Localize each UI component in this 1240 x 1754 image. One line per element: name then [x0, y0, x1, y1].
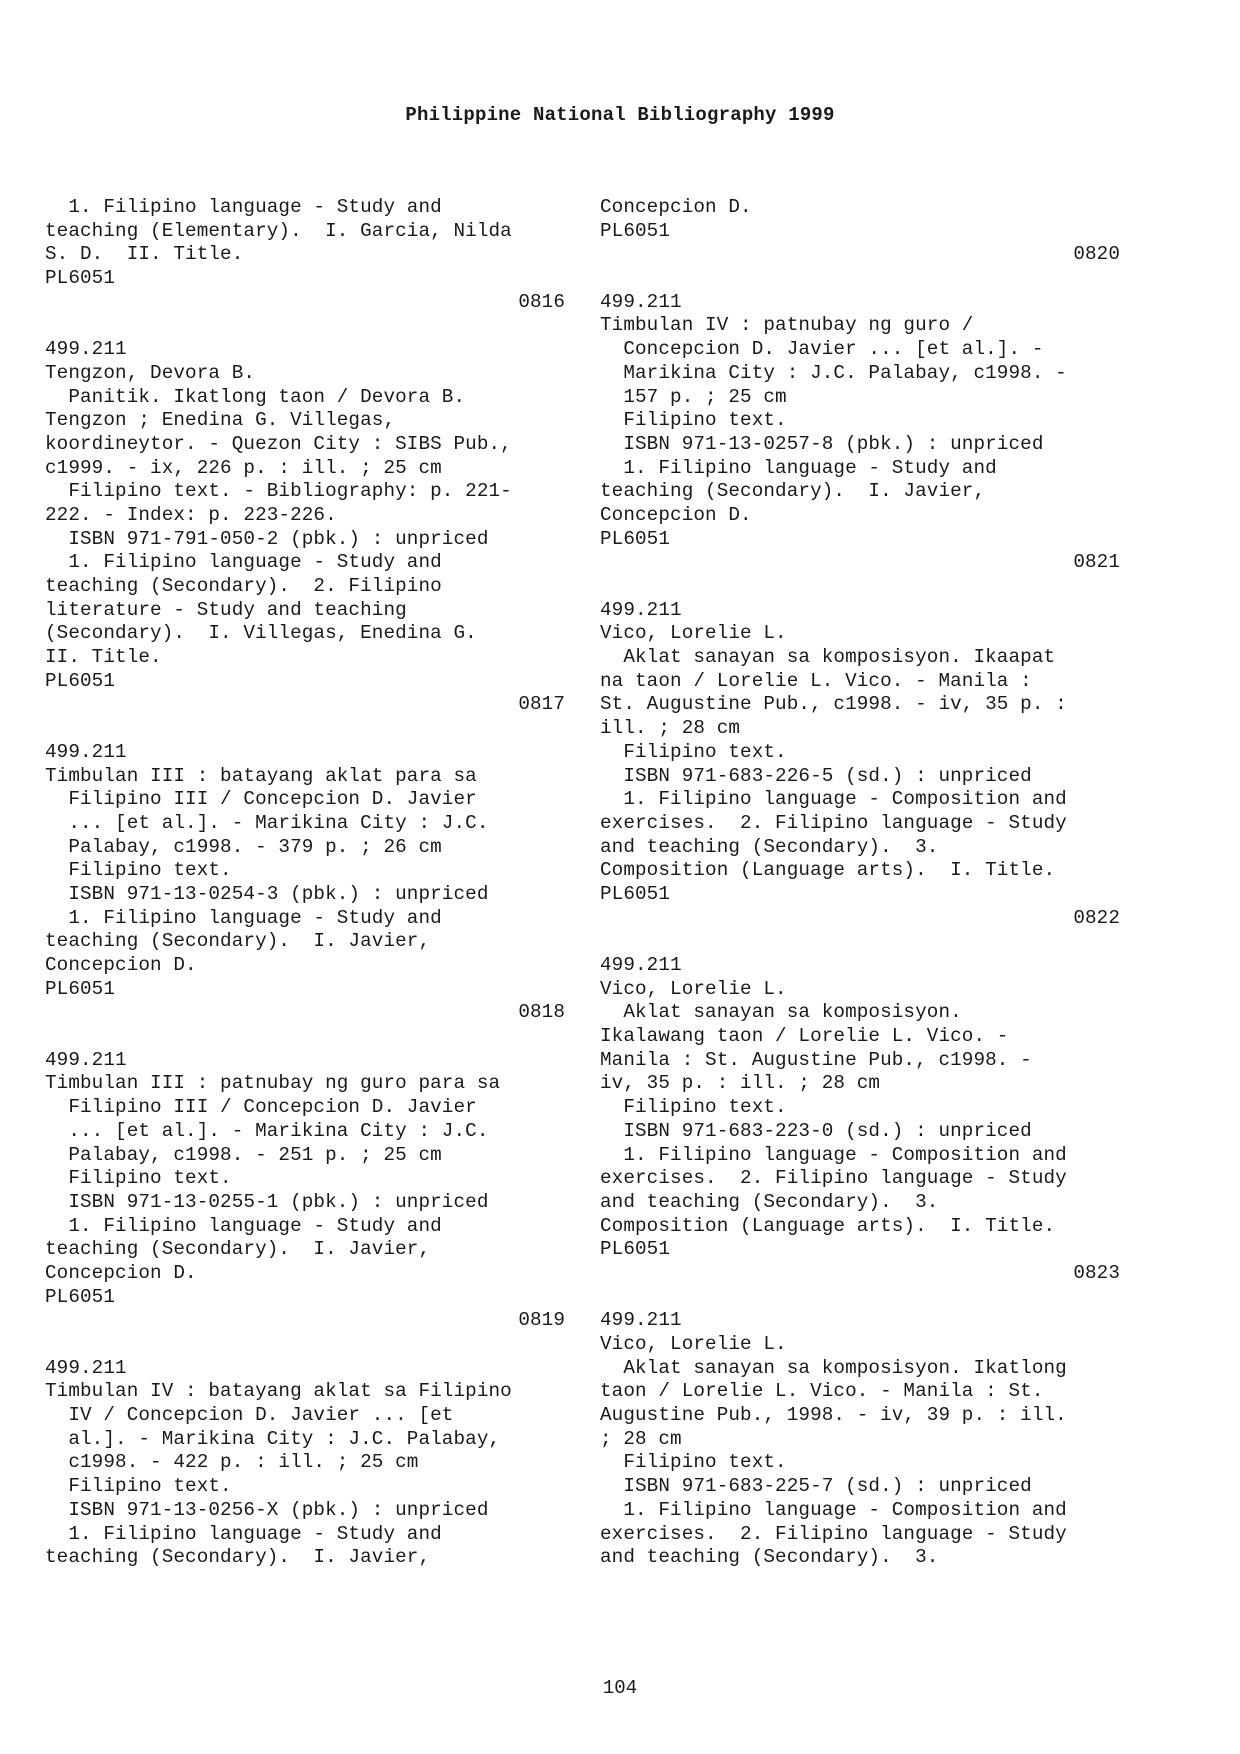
entry-line: Aklat sanayan sa komposisyon. Ikaapat [600, 646, 1056, 669]
entry-line: Concepcion D. [45, 1261, 197, 1284]
entry-line: Composition (Language arts). I. Title. [600, 1214, 1056, 1237]
entry-line: iv, 35 p. : ill. ; 28 cm [600, 1072, 881, 1095]
entry-line: 1. Filipino language - Composition and [600, 788, 1067, 811]
entry-line: Filipino III / Concepcion D. Javier [45, 788, 477, 811]
entry-line: ; 28 cm [600, 1427, 682, 1450]
page-number: 104 [602, 1677, 638, 1699]
entry-line: Manila : St. Augustine Pub., c1998. - [600, 1048, 1032, 1071]
entry-line: al.]. - Marikina City : J.C. Palabay, [45, 1427, 501, 1450]
entry-line: literature - Study and teaching [45, 598, 407, 621]
entry-line: Filipino text. [600, 740, 787, 763]
entry-line: 499.211 [600, 598, 682, 621]
entry-line: ... [et al.]. - Marikina City : J.C. [45, 811, 489, 834]
entry-line: 499.211 [45, 740, 127, 763]
entry-line: S. D. II. Title. [45, 243, 244, 266]
entry-number: 0819 [518, 1309, 565, 1332]
entry-line: Composition (Language arts). I. Title. [600, 859, 1056, 882]
entry-line: ISBN 971-13-0256-X (pbk.) : unpriced [45, 1498, 489, 1521]
entry-line: Palabay, c1998. - 379 p. ; 26 cm [45, 835, 442, 858]
entry-line: Filipino text. [600, 1451, 787, 1474]
entry-line: ISBN 971-13-0254-3 (pbk.) : unpriced [45, 882, 489, 905]
entry-line: PL6051 [600, 219, 671, 242]
entry-line: PL6051 [600, 882, 671, 905]
entry-line: exercises. 2. Filipino language - Study [600, 1522, 1067, 1545]
entry-line: 1. Filipino language - Study and [600, 456, 997, 479]
entry-line: Ikalawang taon / Lorelie L. Vico. - [600, 1025, 1009, 1048]
entry-line: Marikina City : J.C. Palabay, c1998. - [600, 361, 1067, 384]
entry-line: Filipino text. [45, 859, 232, 882]
entry-line: Vico, Lorelie L. [600, 1333, 787, 1355]
entry-line: PL6051 [45, 669, 116, 692]
entry-line: teaching (Secondary). I. Javier, [45, 930, 431, 953]
entry-line: Aklat sanayan sa komposisyon. [600, 1001, 962, 1024]
entry-line: 499.211 [45, 1048, 127, 1071]
entry-line: Timbulan III : batayang aklat para sa [45, 764, 477, 787]
entry-line: 1. Filipino language - Study and [45, 906, 442, 929]
entry-line: ISBN 971-683-226-5 (sd.) : unpriced [600, 764, 1032, 787]
entry-line: Filipino text. [600, 1096, 787, 1119]
entry-line: PL6051 [600, 1238, 671, 1261]
entry-line: and teaching (Secondary). 3. [600, 1546, 939, 1569]
entry-number: 0816 [518, 290, 565, 313]
entry-line: Vico, Lorelie L. [600, 622, 787, 645]
entry-line: ISBN 971-13-0255-1 (pbk.) : unpriced [45, 1190, 489, 1213]
entry-line: Concepcion D. [600, 196, 752, 218]
entry-line: Tengzon, Devora B. [45, 361, 256, 384]
entry-line: Filipino text. [45, 1167, 232, 1190]
entry-line: exercises. 2. Filipino language - Study [600, 1167, 1067, 1190]
entry-line: Tengzon ; Enedina G. Villegas, [45, 409, 396, 432]
blank-line [600, 575, 1120, 599]
entry-number: 0818 [518, 1001, 565, 1024]
right-column [600, 196, 1120, 1570]
left-column [45, 196, 565, 1570]
blank-line [600, 267, 1120, 291]
blank-line [600, 1286, 1120, 1310]
entry-line: PL6051 [600, 527, 671, 550]
entry-line: koordineytor. - Quezon City : SIBS Pub., [45, 432, 512, 455]
blank-line [45, 314, 565, 338]
entry-line: ... [et al.]. - Marikina City : J.C. [45, 1119, 489, 1142]
blank-line [45, 1333, 565, 1357]
entry-line: Filipino text. - Bibliography: p. 221- [45, 480, 512, 503]
entry-line: teaching (Elementary). I. Garcia, Nilda [45, 219, 512, 242]
entry-line: PL6051 [45, 977, 116, 1000]
entry-line: II. Title. [45, 646, 162, 669]
entry-line: 1. Filipino language - Study and [45, 551, 442, 574]
entry-line: 1. Filipino language - Study and [45, 1214, 442, 1237]
entry-line: Filipino III / Concepcion D. Javier [45, 1096, 477, 1119]
entry-line: 157 p. ; 25 cm [600, 385, 787, 408]
entry-line: Panitik. Ikatlong taon / Devora B. [45, 385, 466, 408]
entry-line: c1999. - ix, 226 p. : ill. ; 25 cm [45, 456, 442, 479]
entry-number: 0817 [518, 693, 565, 716]
entry-line: teaching (Secondary). I. Javier, [45, 1238, 431, 1261]
entry-number: 0820 [1073, 243, 1120, 266]
entry-line: and teaching (Secondary). 3. [600, 1190, 939, 1213]
entry-number: 0821 [1073, 551, 1120, 574]
blank-line [45, 1025, 565, 1049]
entry-line: teaching (Secondary). I. Javier, [45, 1546, 431, 1569]
entry-number: 0822 [1073, 906, 1120, 929]
entry-line: 1. Filipino language - Study and [45, 1522, 442, 1545]
entry-line: Concepcion D. Javier ... [et al.]. - [600, 338, 1044, 361]
entry-line: PL6051 [45, 267, 116, 290]
entry-line: ISBN 971-791-050-2 (pbk.) : unpriced [45, 527, 489, 550]
entry-line: 1. Filipino language - Composition and [600, 1498, 1067, 1521]
entry-line: 499.211 [600, 1309, 682, 1332]
entry-line: 499.211 [600, 954, 682, 976]
entry-line: Aklat sanayan sa komposisyon. Ikatlong [600, 1356, 1067, 1379]
entry-line: Vico, Lorelie L. [600, 977, 787, 1000]
entry-line: Filipino text. [45, 1475, 232, 1498]
entry-line: ISBN 971-683-225-7 (sd.) : unpriced [600, 1475, 1032, 1498]
entry-line: Timbulan IV : patnubay ng guro / [600, 314, 974, 337]
entry-line: IV / Concepcion D. Javier ... [et [45, 1404, 454, 1427]
entry-line: 499.211 [45, 1356, 127, 1379]
entry-line: Timbulan IV : batayang aklat sa Filipino [45, 1380, 512, 1403]
entry-number: 0823 [1073, 1261, 1120, 1284]
entry-line: Palabay, c1998. - 251 p. ; 25 cm [45, 1143, 442, 1166]
entry-line: 222. - Index: p. 223-226. [45, 503, 337, 526]
entry-line: Augustine Pub., 1998. - iv, 39 p. : ill. [600, 1404, 1067, 1427]
entry-line: 1. Filipino language - Study and [45, 196, 442, 218]
entry-line: c1998. - 422 p. : ill. ; 25 cm [45, 1451, 419, 1474]
entry-line: St. Augustine Pub., c1998. - iv, 35 p. : [600, 693, 1067, 716]
entry-line: ill. ; 28 cm [600, 717, 741, 740]
entry-line: na taon / Lorelie L. Vico. - Manila : [600, 669, 1032, 692]
entry-line: exercises. 2. Filipino language - Study [600, 811, 1067, 834]
entry-line: Concepcion D. [600, 503, 752, 526]
page-header: Philippine National Bibliography 1999 [405, 104, 835, 126]
entry-line: taon / Lorelie L. Vico. - Manila : St. [600, 1380, 1044, 1403]
entry-line: teaching (Secondary). 2. Filipino [45, 575, 442, 597]
entry-line: teaching (Secondary). I. Javier, [600, 480, 986, 503]
entry-line: and teaching (Secondary). 3. [600, 835, 939, 858]
entry-line: (Secondary). I. Villegas, Enedina G. [45, 622, 477, 645]
entry-line: ISBN 971-13-0257-8 (pbk.) : unpriced [600, 432, 1044, 455]
blank-line [45, 717, 565, 741]
entry-line: Timbulan III : patnubay ng guro para sa [45, 1072, 501, 1095]
entry-line: Concepcion D. [45, 954, 197, 976]
entry-line: PL6051 [45, 1285, 116, 1308]
entry-line: 499.211 [600, 290, 682, 313]
entry-line: 499.211 [45, 338, 127, 361]
entry-line: ISBN 971-683-223-0 (sd.) : unpriced [600, 1119, 1032, 1142]
blank-line [600, 930, 1120, 954]
entry-line: 1. Filipino language - Composition and [600, 1143, 1067, 1166]
entry-line: Filipino text. [600, 409, 787, 432]
